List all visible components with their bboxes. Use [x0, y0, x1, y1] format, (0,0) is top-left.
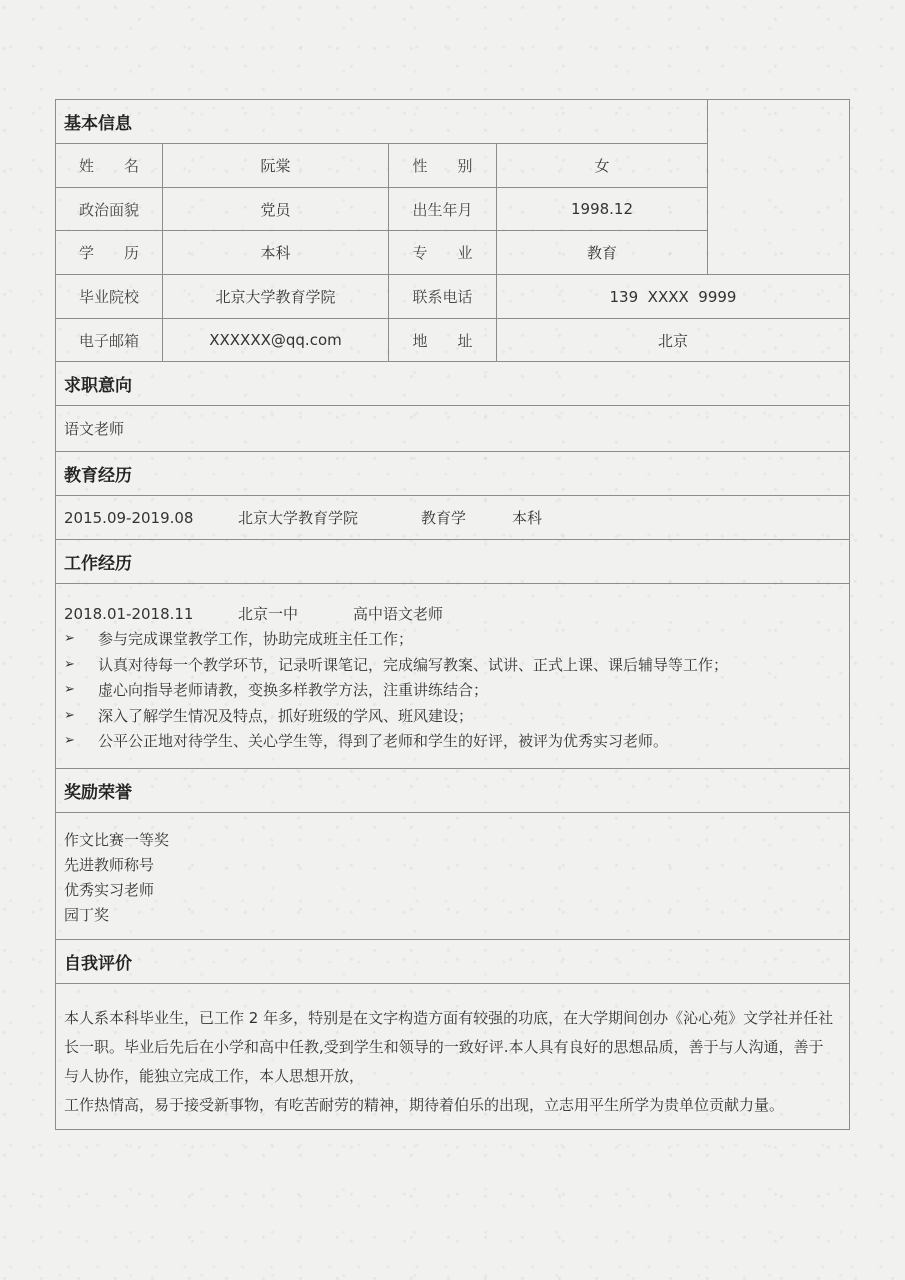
- arrow-bullet-icon: ➢: [64, 631, 75, 647]
- name-value: 阮棠: [163, 144, 389, 188]
- arrow-bullet-icon: ➢: [64, 682, 75, 698]
- degree-value: 本科: [163, 231, 389, 275]
- list-item: ➢ 深入了解学生情况及特点，抓好班级的学风、班风建设；: [64, 706, 474, 725]
- gender-label: 性 别: [389, 144, 497, 188]
- work-period: 2018.01-2018.11: [64, 604, 194, 623]
- list-item: ➢ 认真对待每一个教学环节，记录听课笔记，完成编写教案、试讲、正式上课、课后辅导等工作；: [64, 655, 729, 674]
- address-value: 北京: [497, 319, 850, 362]
- birth-label: 出生年月: [389, 188, 497, 231]
- arrow-bullet-icon: ➢: [64, 707, 75, 723]
- education-row: [56, 496, 849, 539]
- arrow-bullet-icon: ➢: [64, 733, 75, 749]
- email-label: 电子邮箱: [56, 319, 163, 362]
- work-title: 工作经历: [56, 540, 849, 584]
- paragraph-line: 工作热情高，易于接受新事物，有吃苦耐劳的精神，期待着伯乐的出现，立志用平生所学为贵单位贡献力量。: [64, 1096, 785, 1114]
- degree-label: 学 历: [56, 231, 163, 275]
- gender-value: 女: [497, 144, 708, 188]
- list-item: ➢ 参与完成课堂教学工作，协助完成班主任工作；: [64, 630, 414, 649]
- education-degree: 本科: [512, 509, 543, 527]
- school-value: 北京大学教育学院: [163, 275, 389, 319]
- major-label: 专 业: [389, 231, 497, 275]
- list-item: 优秀实习老师: [64, 881, 155, 899]
- name-label: 姓 名: [56, 144, 163, 188]
- major-value: 教育: [497, 231, 708, 275]
- self-evaluation-title: 自我评价: [56, 940, 849, 984]
- resume-document: [55, 99, 850, 1130]
- paragraph-line: 与人协作，能独立完成工作，本人思想开放，: [64, 1067, 365, 1085]
- work-body: [56, 584, 849, 754]
- work-section: [55, 540, 850, 769]
- self-evaluation-text: [56, 984, 849, 1120]
- paragraph-line: 长一职。毕业后先后在小学和高中任教,受到学生和领导的一致好评.本人具有良好的思想品质，善于与人沟通，善于: [64, 1038, 824, 1056]
- basic-info-table: [55, 99, 850, 362]
- paragraph-line: 本人系本科毕业生，已工作 2 年多，特别是在文字构造方面有较强的功底，在大学期间创办《沁心苑》文学社并任社: [64, 1009, 834, 1027]
- birth-value: 1998.12: [497, 188, 708, 231]
- phone-value: 139 XXXX 9999: [497, 275, 850, 319]
- awards-title: 奖励荣誉: [56, 769, 849, 813]
- job-intent-title: 求职意向: [56, 362, 849, 406]
- politics-value: 党员: [163, 188, 389, 231]
- education-title: 教育经历: [56, 452, 849, 496]
- email-value: XXXXXX@qq.com: [163, 319, 389, 362]
- phone-label: 联系电话: [389, 275, 497, 319]
- work-header-row: [64, 601, 841, 626]
- address-label: 地 址: [389, 319, 497, 362]
- photo-placeholder: [708, 100, 850, 275]
- list-item: 园丁奖: [64, 906, 110, 924]
- work-duty-list: [64, 626, 841, 754]
- list-item: 作文比赛一等奖: [64, 831, 170, 849]
- list-item: 先进教师称号: [64, 856, 155, 874]
- job-intent-value: 语文老师: [64, 420, 125, 438]
- list-item: ➢ 公平公正地对待学生、关心学生等，得到了老师和学生的好评，被评为优秀实习老师。: [64, 732, 669, 751]
- education-period: 2015.09-2019.08: [64, 508, 194, 527]
- self-evaluation-section: [55, 940, 850, 1130]
- arrow-bullet-icon: ➢: [64, 656, 75, 672]
- job-intent-section: [55, 362, 850, 452]
- basic-info-title: 基本信息: [56, 100, 708, 144]
- work-position: 高中语文老师: [353, 605, 444, 623]
- awards-list: [56, 813, 849, 928]
- awards-section: [55, 769, 850, 940]
- politics-label: 政治面貌: [56, 188, 163, 231]
- education-school: 北京大学教育学院: [238, 509, 359, 527]
- education-major: 教育学: [421, 509, 467, 527]
- education-section: [55, 452, 850, 540]
- list-item: ➢ 虚心向指导老师请教，变换多样教学方法，注重讲练结合；: [64, 681, 489, 700]
- work-company: 北京一中: [238, 605, 299, 623]
- school-label: 毕业院校: [56, 275, 163, 319]
